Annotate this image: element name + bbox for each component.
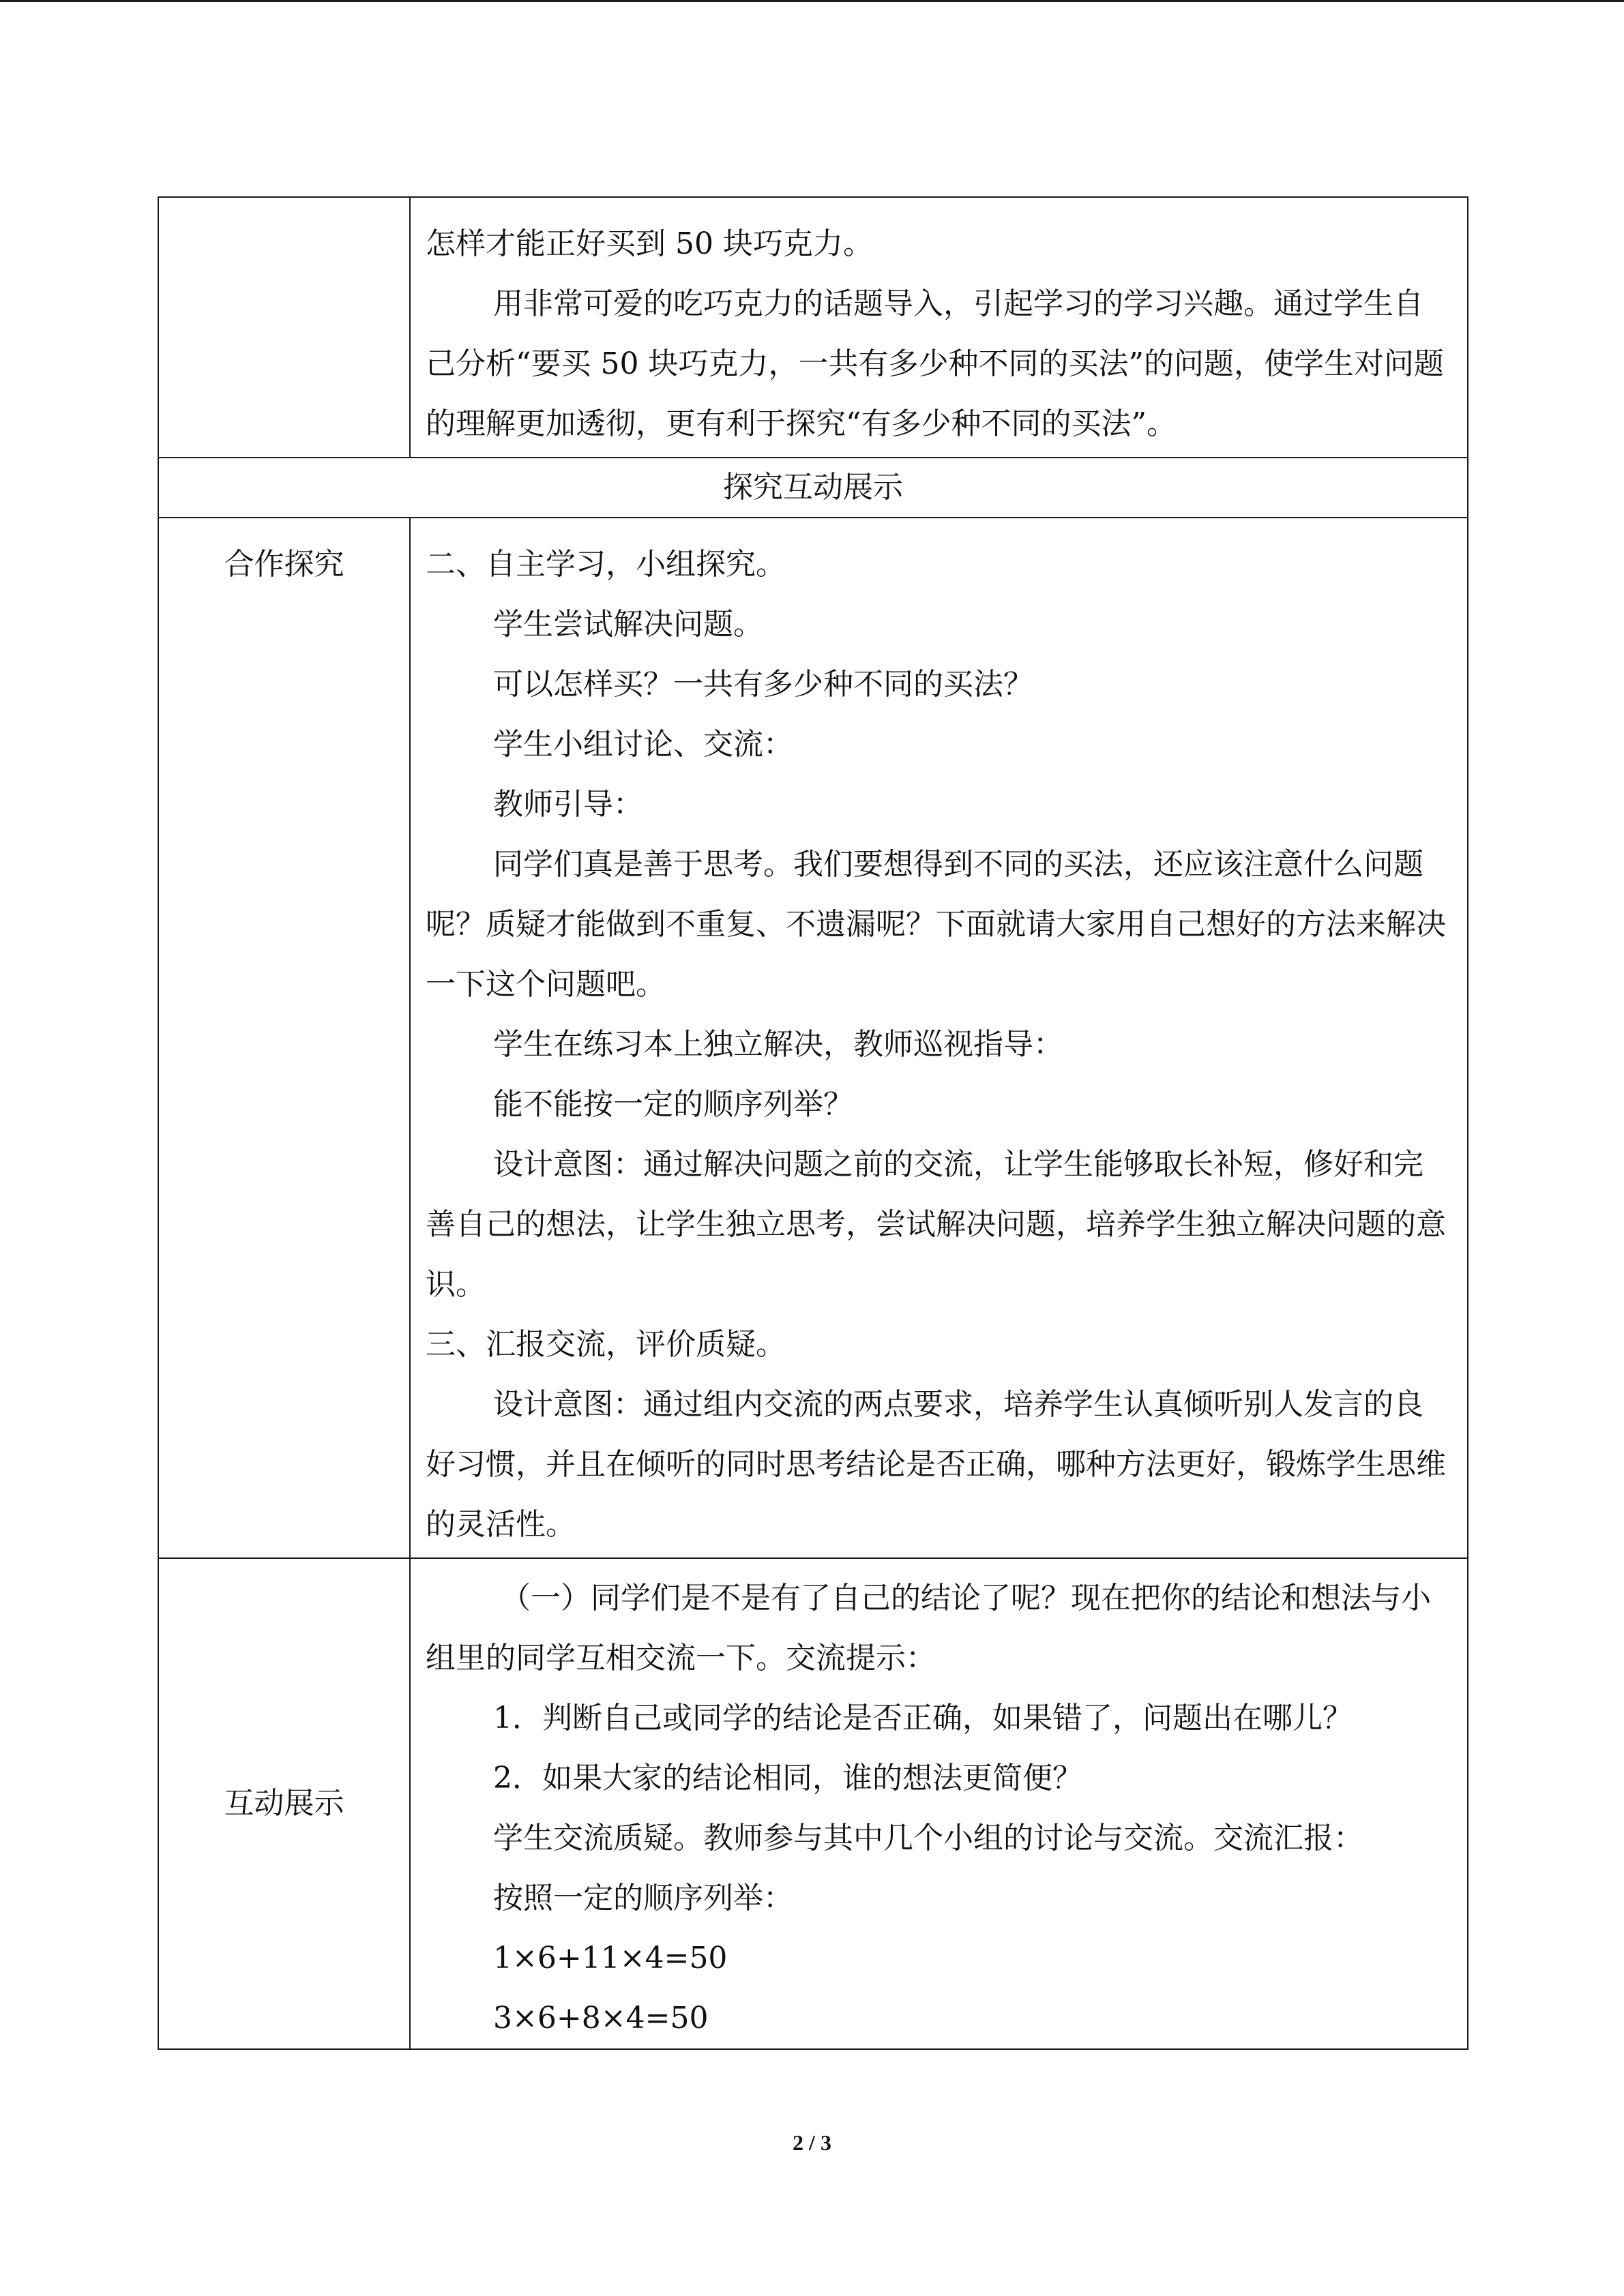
paragraph: 同学们真是善于思考。我们要想得到不同的买法，还应该注意什么问题呢？质疑才能做到不重复、不遗漏呢？下面就请大家用自己想好的方法来解决一下这个问题吧。 [426,847,1446,1002]
intro-content-cell [410,197,1468,458]
paragraph: 学生在练习本上独立解决，教师巡视指导： [493,1027,1063,1062]
table-row-interactive-display [158,1558,1468,2049]
paragraph: 学生交流质疑。教师参与其中几个小组的讨论与交流。交流汇报： [493,1821,1363,1855]
section-title: 探究互动展示 [158,458,1468,518]
paragraph: 教师引导： [493,787,643,822]
intro-paragraph: 怎样才能正好买到 50 块巧克力。 [426,226,873,261]
design-intent-paragraph: 设计意图：通过组内交流的两点要求，培养学生认真倾听别人发言的良好习惯，并且在倾听的同时思考结论是否正确，哪种方法更好，锻炼学生思维的灵活性。 [426,1387,1446,1542]
page-number: 2 / 3 [793,2130,831,2155]
interactive-display-label: 互动展示 [158,1558,410,2049]
equation: 1×6+11×4=50 [493,1941,728,1976]
hint-item: 2．如果大家的结论相同，谁的想法更简便？ [493,1761,1082,1795]
lesson-plan-table [158,196,1468,2050]
table-row-cooperative-inquiry [158,518,1468,1558]
intro-paragraph: 用非常可爱的吃巧克力的话题导入，引起学习的学习兴趣。通过学生自己分析“要买 50 块巧克力，一共有多少种不同的买法”的问题，使学生对问题的理解更加透彻，更有利于探究“有多少种不同的买法”。 [426,286,1444,441]
paragraph: 学生尝试解决问题。 [493,607,763,642]
paragraph: 按照一定的顺序列举： [493,1881,793,1915]
paragraph: 可以怎样买？一共有多少种不同的买法？ [493,667,1033,702]
interactive-display-content-cell [410,1558,1468,2049]
cooperative-inquiry-label-cell [158,518,410,1558]
intro-label-cell [158,197,410,458]
hint-item: 1．判断自己或同学的结论是否正确，如果错了，问题出在哪儿？ [493,1701,1353,1735]
design-intent-paragraph: 设计意图：通过解决问题之前的交流，让学生能够取长补短，修好和完善自己的想法，让学生独立思考，尝试解决问题，培养学生独立解决问题的意识。 [426,1147,1446,1302]
step-heading: 三、汇报交流，评价质疑。 [426,1327,786,1362]
page-top-rule [0,0,1624,2]
intro-label [159,198,409,214]
table-row-section-title [158,458,1468,518]
table-row-intro [158,197,1468,458]
paragraph: 能不能按一定的顺序列举？ [493,1087,853,1122]
cooperative-inquiry-content-cell [410,518,1468,1558]
cooperative-inquiry-label: 合作探究 [224,547,344,582]
paragraph: （一）同学们是不是有了自己的结论了呢？现在把你的结论和想法与小组里的同学互相交流一下。交流提示： [426,1581,1431,1675]
equation: 3×6+8×4=50 [493,2001,709,2036]
paragraph: 学生小组讨论、交流： [493,727,793,762]
step-heading: 二、自主学习，小组探究。 [426,547,786,582]
